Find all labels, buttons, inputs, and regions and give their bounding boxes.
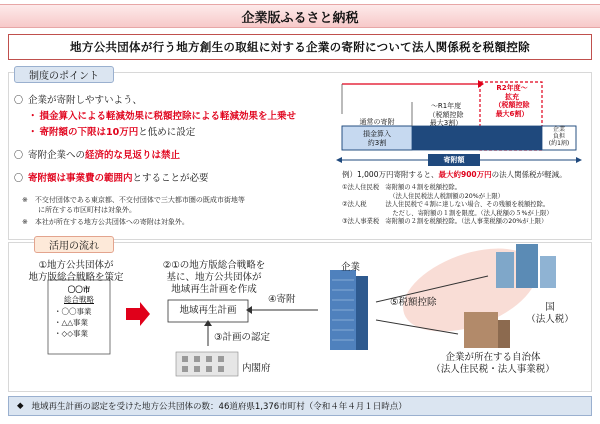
normal-donation-label: 通常の寄附 [359,118,395,126]
note-2: ※ 本社が所在する地方公共団体への寄附は対象外。 [22,218,189,226]
point-suffix: と低めに設定 [138,127,196,138]
point-marker: 〇 [14,96,24,106]
tax-notes: ①法人住民税 寄附額の４割を税額控除。 （法人住民税法人税割額の20%が上限） ②法人税 法人住民税で４割に達しない場合、その残額を税額控除。 ただし、寄附額の１割を限度。（法人税額の５%が上限） ③法人事業税 寄附額の２割を税額控除。（法人事業税額の20%が上限） [342,184,553,226]
point-text: とすることが必要 [132,173,209,184]
donation-amount-label: 寄附額 [443,156,465,164]
doc-title: 総合戦略 [64,295,94,304]
company-label: 企業 [341,262,361,273]
country-label: 国 （法人税） [526,302,574,325]
step-5: ⑤税額控除 [390,297,437,308]
example-line: 例）1,000万円寄附すると、最大約900万円の法人関係税が軽減。 [342,170,567,179]
page-title: 企業版ふるさと納税 [241,10,359,26]
point-marker: ・ [28,127,38,138]
doc-item-1: ・〇〇事業 [54,307,92,316]
r1-label: ～R1年度 （税額控除 最大3割） [428,102,464,127]
doc-item-3: ・◇◇事業 [54,329,89,338]
r1-bar [412,126,480,150]
point-text-red: 経済的な見返りは禁止 [85,150,181,161]
cabinet-label: 内閣府 [242,363,271,374]
point-text: 寄附額の下限は10万円 [39,127,139,138]
strategy-arrow [126,302,150,326]
country-building-3 [540,256,556,288]
doc-item-2: ・△△事業 [54,318,89,327]
point-1b [28,126,195,139]
r2-bar [480,126,542,150]
subtitle: 地方公共団体が行う地方創生の取組に対する企業の寄附について法人関係税を税額控除 [70,40,530,54]
footer-text: 地域再生計画の認定を受けた地方公共団体の数：46道府県1,376市町村（令和４年４月１日時点） [31,402,407,412]
step-3: ③計画の認定 [214,332,271,343]
doc-city: 〇〇市 [67,285,91,294]
total-arrowhead-right [576,157,582,163]
point-1a [28,110,296,123]
point-text-red: 寄附額は事業費の範囲内 [28,173,133,184]
point-text: 寄附企業への [28,150,86,161]
local-govt-building-side [498,320,510,348]
local-govt-label: 企業が所在する自治体 （法人住民税・法人事業税） [431,352,555,375]
step-4: ④寄附 [268,294,296,305]
point-1 [14,94,142,108]
footer [8,396,592,416]
point-text: 企業が寄附しやすいよう、 [28,95,143,106]
step-1: ①地方公共団体が 地方版総合戦略を策定 [28,260,124,283]
note-1-cont: に所在する市区町村は対象外。 [38,206,136,214]
company-building-side [356,276,368,350]
local-govt-building [464,312,498,348]
total-arrowhead-left [336,157,342,163]
point-marker: 〇 [14,174,24,184]
cabinet-building [176,352,238,376]
deduction-label: 損金算入 約3割 [363,130,391,147]
point-3 [14,172,209,186]
footer-marker: ◆ [17,401,24,411]
point-2 [14,149,180,163]
title-bar [0,4,600,28]
system-points-label: 制度のポイント [14,66,114,83]
company-burden-label: 企業 負担 (約1割) [548,126,570,147]
r2-label: R2年度～ 拡充 （税額控除 最大6割） [494,84,530,118]
plan-box-label: 地域再生計画 [179,305,237,316]
country-building-1 [496,252,514,288]
point-marker: 〇 [14,151,24,161]
country-building-2 [516,244,538,288]
note-1: ※ 不交付団体である東京都、不交付団体で三大都市圏の既成市街地等 [22,196,245,204]
step-2: ②①の地方版総合戦略を 基に、地方公共団体が 地域再生計画を作成 [162,260,266,295]
point-marker: ・ [28,111,38,122]
flow-label: 活用の流れ [34,236,114,253]
point-text: 損金算入による軽減効果に税額控除による軽減効果を上乗せ [39,111,297,122]
subtitle-box [8,34,592,60]
